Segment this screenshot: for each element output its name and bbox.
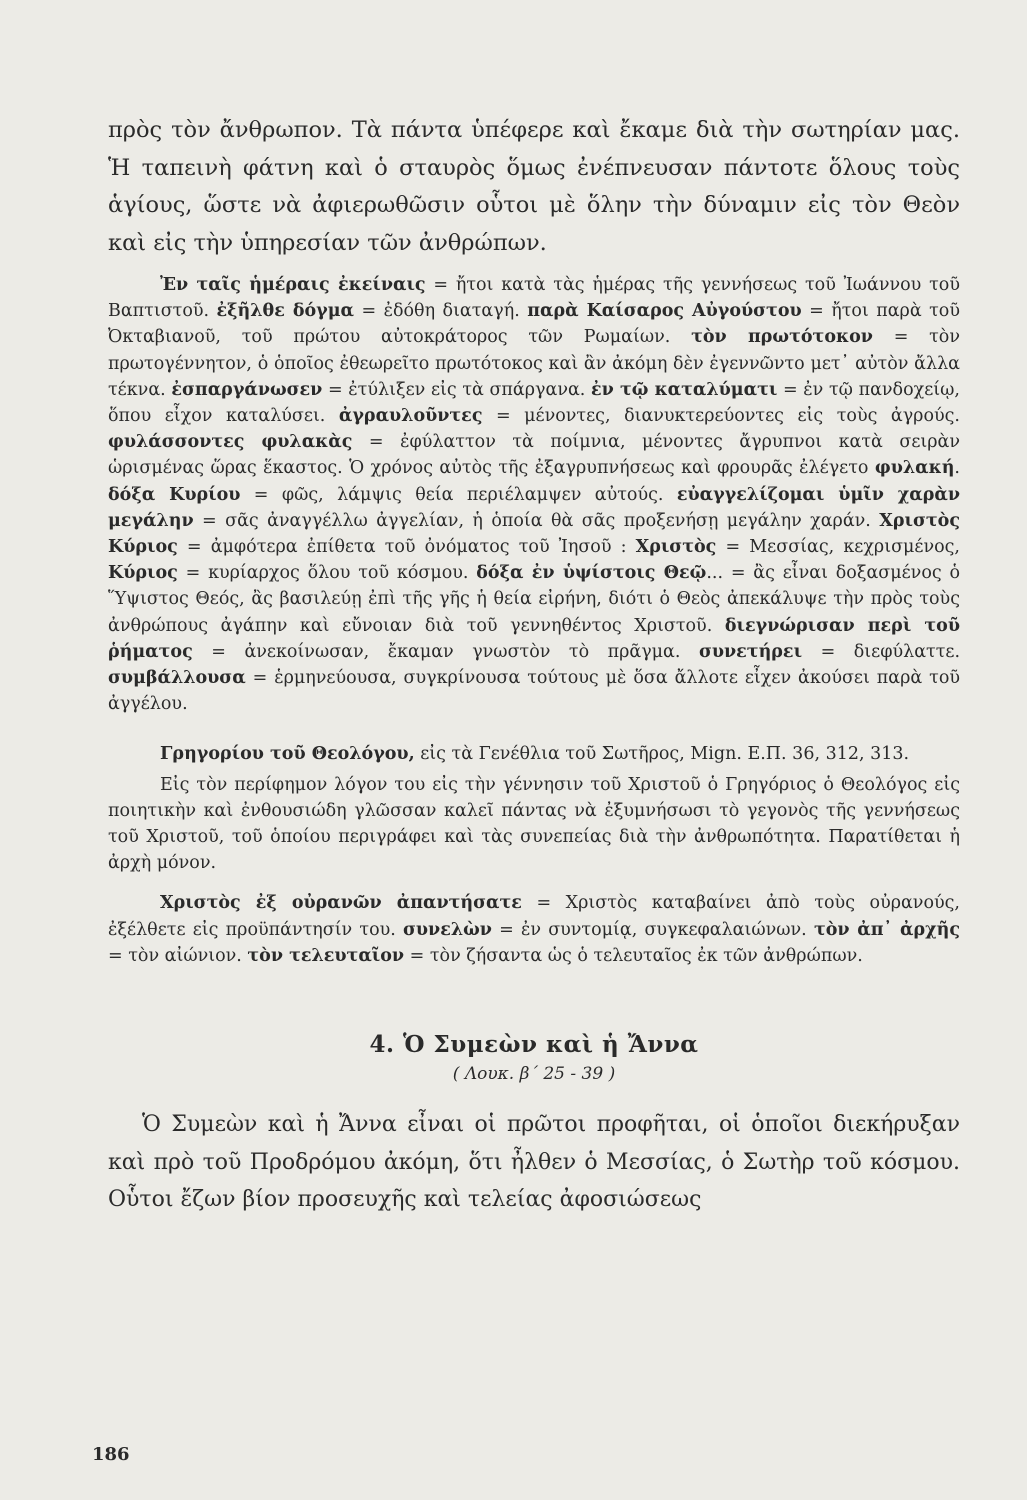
paragraph-intro: πρὸς τὸν ἄνθρωπον. Τὰ πάντα ὑπέφερε καὶ ἔκαμε διὰ τὴν σωτηρίαν μας. Ἡ ταπεινὴ φάτνη καὶ ὁ σταυρὸς ὅμως ἐνέπνευσαν πάντοτε ὅλους τοὺς ἁγίους, ὥστε νὰ ἀφιερωθῶσιν οὗτοι μὲ ὅλην τὴν δύναμιν εἰς τὸν Θεὸν καὶ εἰς τὴν ὑπηρεσίαν τῶν ἀνθρώπων.	[108, 117, 960, 256]
gloss-term: Κύριος	[108, 563, 178, 584]
gloss-term: δόξα ἐν ὑψίστοις Θεῷ	[476, 563, 707, 584]
gloss-definition: = ἤτοι παρὰ τοῦ Ὀκταβιανοῦ, τοῦ πρώτου αὐτοκράτορος τῶν Ρωμαίων.	[108, 301, 960, 348]
gloss-definition: = ἤτοι κατὰ τὰς ἡμέρας τῆς γεννήσεως τοῦ Ἰωάννου τοῦ Βαπτιστοῦ.	[108, 275, 960, 322]
gloss-term: παρὰ Καίσαρος Αὐγούστου	[527, 301, 802, 322]
gloss-term: διεγνώρισαν περὶ τοῦ ῥήματος	[108, 615, 960, 662]
gloss-term: Ἐν ταῖς ἡμέραις ἐκείναις	[160, 275, 426, 295]
gloss-definition: = ἀνεκοίνωσαν, ἔκαμαν γνωστὸν τὸ πρᾶγμα.	[192, 641, 699, 662]
source-detail: εἰς τὰ Γενέθλια τοῦ Σωτῆρος, Mign. Ε.Π. 36, 312, 313.	[414, 744, 910, 765]
gloss-definition: = ἐν τῷ πανδοχείῳ, ὅπου εἶχον καταλύσει.	[108, 379, 960, 427]
gloss-term: συνελὼν	[403, 919, 492, 940]
source-author: Γρηγορίου τοῦ Θεολόγου,	[160, 744, 415, 765]
gloss-definition: = τὸν ζήσαντα ὡς ὁ τελευταῖος ἐκ τῶν ἀνθρώπων.	[404, 945, 863, 966]
gloss-term: Χριστὸς Κύριος	[108, 510, 960, 558]
gloss-term: εὐαγγελίζομαι ὑμῖν χαρὰν μεγάλην	[108, 484, 961, 531]
section-reference: ( Λουκ. β΄ 25 - 39 )	[452, 1064, 616, 1085]
section-title: 4. Ὁ Συμεὼν καὶ ἡ Ἄννα	[369, 1031, 699, 1059]
gloss-definition: = ἐν συντομίᾳ, συγκεφαλαιώνων.	[491, 919, 814, 940]
gloss-term: ἀγραυλοῦντες	[338, 406, 483, 427]
gloss-term: ἐσπαργάνωσεν	[171, 379, 323, 400]
paragraph-symeon: Ὁ Συμεὼν καὶ ἡ Ἄννα εἶναι οἱ πρῶτοι προφῆται, οἱ ὁποῖοι διεκήρυξαν καὶ πρὸ τοῦ Προδρόμου ἀκόμη, ὅτι ἦλθεν ὁ Μεσσίας, ὁ Σωτὴρ τοῦ κόσμου. Οὗτοι ἔζων βίον προσευχῆς καὶ τελείας ἀφοσιώσεως	[108, 1112, 960, 1213]
gloss-definition: ... = ἂς εἶναι δοξασμένος ὁ Ὕψιστος Θεός, ἂς βασιλεύῃ ἐπὶ τῆς γῆς ἡ θεία εἰρήνη, διότι ὁ Θεὸς ἀπεκάλυψε τὴν πρὸς τοὺς ἀνθρώπους ἀγάπην καὶ εὔνοιαν διὰ τοῦ γεννηθέντος Χριστοῦ.	[108, 563, 960, 636]
gloss-term: Χριστὸς	[635, 537, 717, 558]
gloss-term: τὸν τελευταῖον	[247, 945, 405, 966]
page-number: 186	[92, 1444, 130, 1465]
page-body	[108, 112, 960, 1219]
gloss-definition: = Μεσσίας, κεχρισμένος,	[716, 537, 960, 558]
gloss-term: τὸν ἀπ᾽ ἀρχῆς	[813, 919, 961, 940]
gloss-definition: = ἐφύλαττον τὰ ποίμνια, μένοντες ἄγρυπνοι κατὰ σειρὰν ὡρισμένας ὥρας ἕκαστος. Ὁ χρόνος αὐτὸς τῆς ἐξαγρυπνήσεως καὶ φρουρᾶς ἐλέγετο	[108, 432, 960, 479]
gloss-list-1	[108, 272, 960, 717]
gloss-definition: = ἑρμηνεύουσα, συγκρίνουσα τούτους μὲ ὅσα ἄλλοτε εἶχεν ἀκούσει παρὰ τοῦ ἀγγέλου.	[108, 668, 960, 715]
gloss-definition: = τὸν πρωτογέννητον, ὁ ὁποῖος ἐθεωρεῖτο πρωτότοκος καὶ ἂν ἀκόμη δὲν ἐγεννῶντο μετ᾽ αὐτὸν ἄλλα τέκνα.	[108, 327, 960, 400]
gloss-definition: = διεφύλαττε.	[802, 641, 961, 662]
source-citation	[108, 741, 960, 767]
gloss-term: φυλάσσοντες φυλακὰς	[108, 432, 353, 453]
gloss-definition: = τὸν αἰώνιον.	[108, 945, 248, 966]
gloss-term: συμβάλλουσα	[108, 668, 246, 689]
gloss-list-2	[108, 890, 960, 969]
paragraph-gregory: Εἰς τὸν περίφημον λόγον του εἰς τὴν γέννησιν τοῦ Χριστοῦ ὁ Γρηγόριος ὁ Θεολόγος εἰς ποιητικὴν καὶ ἐνθουσιώδη γλῶσσαν καλεῖ πάντας νὰ ἐξυμνήσωσι τὸ γεγονὸς τῆς γεννήσεως τοῦ Χριστοῦ, τοῦ ὁποίου περιγράφει καὶ τὰς συνεπείας διὰ τὴν ἀνθρωπότητα. Παρατίθεται ἡ ἀρχὴ μόνον.	[108, 774, 960, 874]
gloss-definition: = φῶς, λάμψις θεία περιέλαμψεν αὐτούς.	[240, 484, 677, 505]
gloss-definition: = κυρίαρχος ὅλου τοῦ κόσμου.	[177, 563, 477, 584]
gloss-definition: = μένοντες, διανυκτερεύοντες εἰς τοὺς ἀγρούς.	[482, 406, 960, 427]
gloss-definition: = ἀμφότερα ἐπίθετα τοῦ ὀνόματος τοῦ Ἰησοῦ :	[177, 537, 636, 558]
gloss-definition: = ἐδόθη διαταγή.	[354, 301, 528, 322]
gloss-definition: = ἐτύλιξεν εἰς τὰ σπάργανα.	[322, 379, 591, 400]
gloss-term: συνετήρει	[698, 641, 803, 662]
gloss-definition: = Χριστὸς καταβαίνει ἀπὸ τοὺς οὐρανούς, ἐξέλθετε εἰς προϋπάντησίν του.	[108, 893, 960, 940]
gloss-definition: = σᾶς ἀναγγέλλω ἀγγελίαν, ἡ ὁποία θὰ σᾶς προξενήσῃ μεγάλην χαράν.	[193, 510, 880, 531]
gloss-term: δόξα Κυρίου	[108, 484, 241, 505]
gloss-term: ἐξῆλθε δόγμα	[216, 301, 355, 322]
gloss-term: Χριστὸς ἐξ οὐρανῶν ἀπαντήσατε	[160, 893, 522, 914]
gloss-term: ἐν τῷ καταλύματι	[590, 379, 778, 400]
gloss-definition: .	[954, 458, 960, 479]
gloss-term: τὸν πρωτότοκον	[691, 327, 873, 348]
gloss-term: φυλακή	[874, 458, 955, 479]
